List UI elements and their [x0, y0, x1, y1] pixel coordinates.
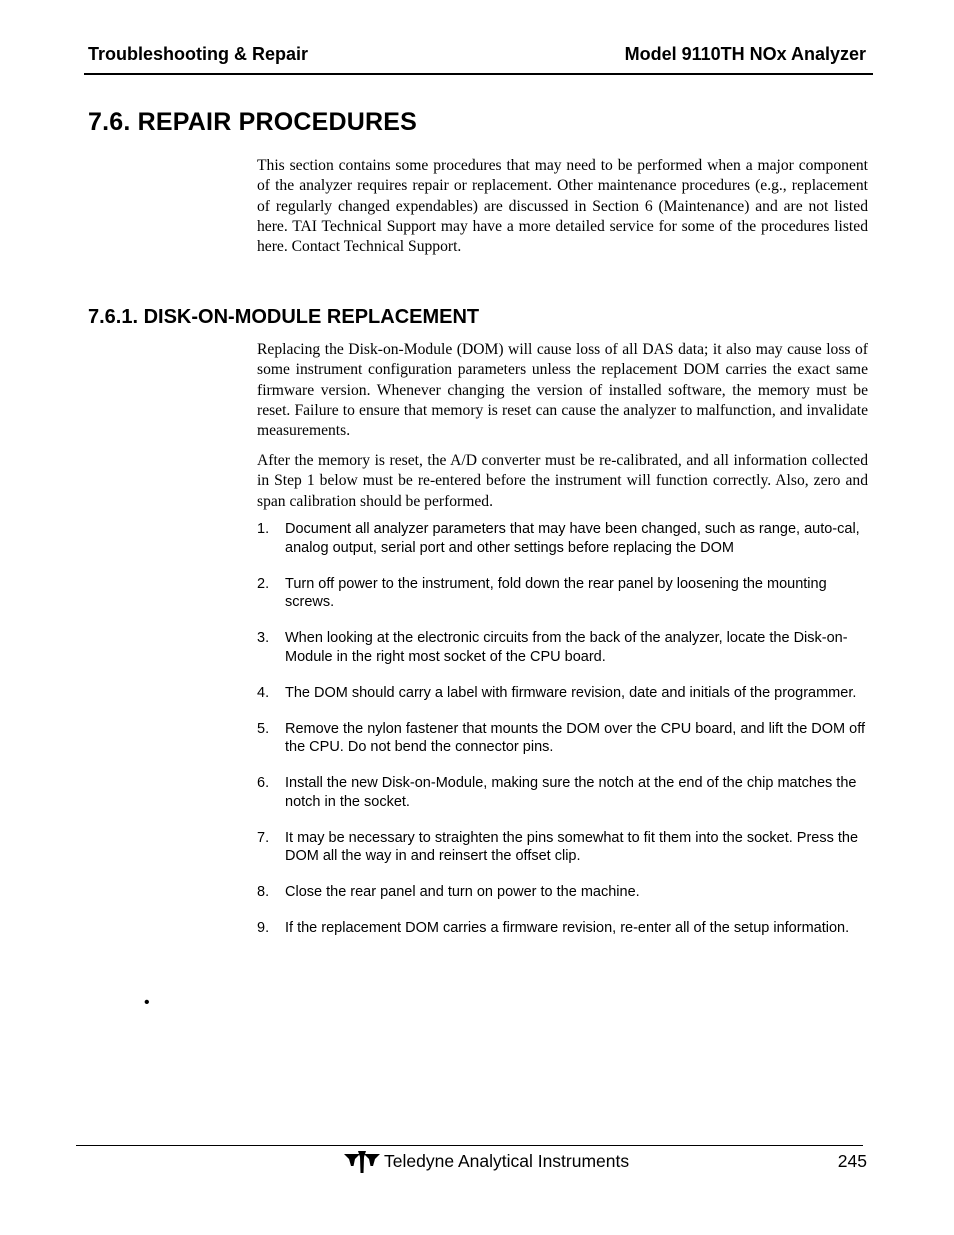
running-header-model: Model 9110TH NOx Analyzer	[624, 44, 866, 64]
teledyne-logo-icon	[344, 1151, 380, 1173]
step-number: 5.	[257, 720, 270, 737]
procedure-step	[257, 720, 868, 757]
step-text: Install the new Disk-on-Module, making sure the notch at the end of the chip matches the notch in the socket.	[285, 775, 857, 810]
empty-bullet: •	[144, 994, 150, 1011]
step-number: 1.	[257, 521, 270, 537]
footer-company-name: Teledyne Analytical Instruments	[384, 1151, 630, 1171]
step-number: 8.	[257, 884, 270, 900]
step-number: 9.	[257, 920, 270, 936]
procedure-step	[257, 774, 868, 811]
section-title: 7.6. REPAIR PROCEDURES	[88, 108, 418, 136]
procedure-step	[257, 575, 868, 612]
section-intro-paragraph: This section contains some procedures that may need to be performed when a major component of the analyzer requires repair or replacement. Other maintenance procedures (e.g., replacement of regularly changed expendables) are discussed in Section 6 (Maintenance) and are not listed here. TAI Technical Support may have a more detailed service for some of the procedures listed here. Contact Technical Support.	[257, 157, 868, 256]
procedure-step	[257, 520, 868, 557]
step-text: It may be necessary to straighten the pins somewhat to fit them into the socket. Press the DOM all the way in and reinsert the offset clip.	[285, 829, 859, 864]
procedure-step	[257, 684, 868, 703]
subsection-title: 7.6.1. DISK-ON-MODULE REPLACEMENT	[88, 306, 480, 328]
procedure-step	[257, 883, 868, 902]
step-number: 7.	[257, 829, 270, 846]
footer-divider	[76, 1145, 863, 1146]
dom-recalibration-paragraph: After the memory is reset, the A/D converter must be re-calibrated, and all information collected in Step 1 below must be re-entered before the instrument will function correctly. Also, zero and span calibration should be performed.	[257, 452, 868, 510]
step-text: When looking at the electronic circuits from the back of the analyzer, locate the Disk-on-Module in the right most socket of the CPU board.	[285, 630, 848, 665]
step-text: Remove the nylon fastener that mounts the DOM over the CPU board, and lift the DOM off the CPU. Do not bend the connector pins.	[285, 720, 866, 755]
running-header-section: Troubleshooting & Repair	[88, 44, 309, 64]
step-text: If the replacement DOM carries a firmware revision, re-enter all of the setup information.	[285, 920, 850, 936]
procedure-step	[257, 829, 868, 866]
procedure-step	[257, 629, 868, 666]
step-number: 3.	[257, 630, 270, 646]
page-number: 245	[837, 1151, 867, 1171]
step-text: Document all analyzer parameters that may have been changed, such as range, auto-cal, analog output, serial port and other settings before replacing the DOM	[285, 521, 860, 556]
step-text: The DOM should carry a label with firmware revision, date and initials of the programmer.	[285, 684, 857, 701]
step-text: Turn off power to the instrument, fold down the rear panel by loosening the mounting screws.	[285, 575, 827, 610]
procedure-steps-list	[257, 520, 868, 955]
step-text: Close the rear panel and turn on power to the machine.	[285, 884, 640, 900]
procedure-step	[257, 919, 868, 938]
dom-warning-paragraph: Replacing the Disk-on-Module (DOM) will cause loss of all DAS data; it also may cause loss of some instrument configuration parameters unless the replacement DOM carries the exact same firmware version. Whenever changing the version of installed software, the memory must be reset. Failure to ensure that memory is reset can cause the analyzer to malfunction, and invalidate measurements.	[257, 341, 868, 440]
header-divider	[84, 73, 873, 75]
step-number: 6.	[257, 775, 270, 791]
step-number: 2.	[257, 575, 270, 592]
step-number: 4.	[257, 684, 270, 701]
